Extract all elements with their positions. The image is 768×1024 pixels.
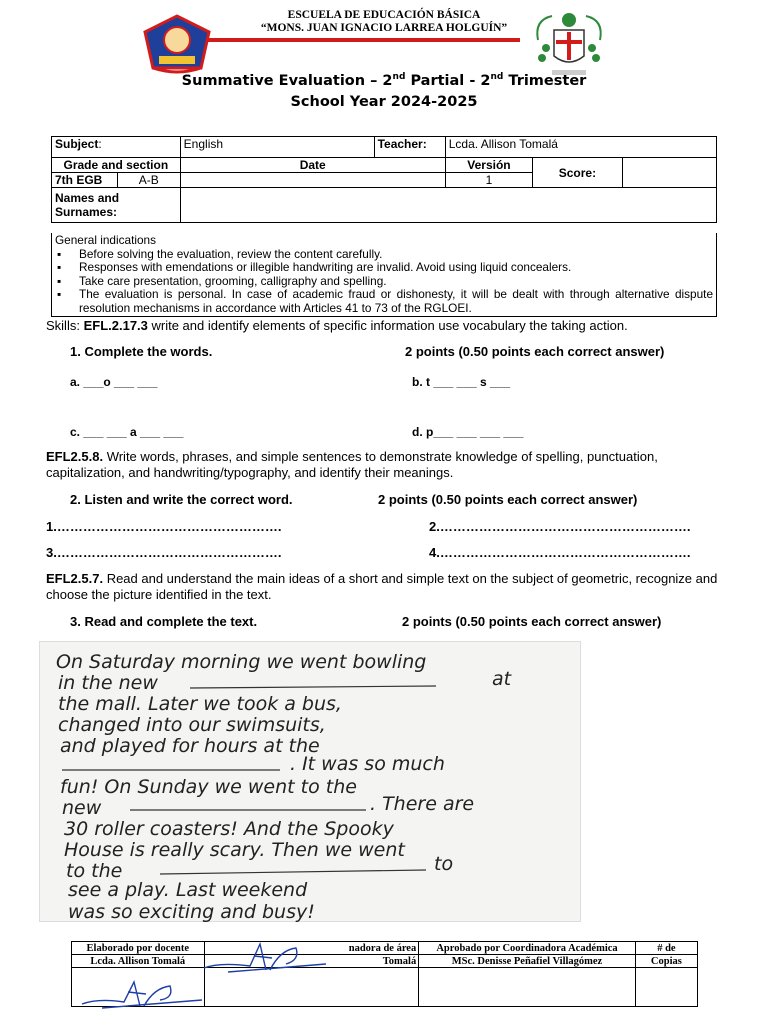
names-field[interactable] [180, 188, 716, 223]
skills-line: Skills: EFL.2.17.3 write and identify elements of specific information use vocabulary the taking action. [46, 318, 628, 333]
score-field[interactable] [622, 158, 716, 188]
hw-line: and played for hours at the [60, 735, 320, 757]
student-info-table [51, 136, 717, 223]
hw-line: see a play. Last weekend [68, 879, 308, 901]
indication-item: ▪ Take care presentation, grooming, calligraphy and spelling. [55, 275, 713, 289]
hw-line: was so exciting and busy! [68, 901, 315, 923]
elaborated-header: Elaborado por docente [72, 942, 205, 955]
score-label: Score: [533, 158, 622, 188]
hw-line: changed into our swimsuits, [58, 714, 326, 736]
q1-title: 1. Complete the words. [70, 344, 213, 359]
indication-item: ▪ Before solving the evaluation, review the content carefully. [55, 248, 713, 262]
school-name [150, 9, 618, 35]
efl-2-5-7: EFL2.5.7. Read and understand the main ideas of a short and simple text on the subject of geometric, recognize and choose the picture identified in the text. [46, 571, 718, 602]
indication-item: ▪ The evaluation is personal. In case of academic fraud or dishonesty, it will be dealt with through alternative dispute resolution mechanisms in accordance with Articles 41 to 73 of the RGLOEI. [55, 288, 713, 315]
names-label: Names and Surnames: [52, 188, 181, 223]
general-indications [51, 233, 717, 317]
version-value: 1 [445, 173, 532, 188]
hw-line: 30 roller coasters! And the Spooky [64, 818, 394, 840]
subject-value: English [180, 137, 374, 158]
subject-label-cell: Subject: [52, 137, 181, 158]
school-name-line2: “MONS. JUAN IGNACIO LARREA HOLGUÍN” [260, 22, 508, 34]
indication-item: ▪ Responses with emendations or illegible handwriting are invalid. Avoid using liquid concealers. [55, 261, 713, 275]
hw-line: in the new [58, 672, 158, 694]
q3-points: 2 points (0.50 points each correct answer) [402, 614, 662, 629]
q1-item-b[interactable]: b. t ___ ___ s ___ [412, 375, 511, 389]
school-name-line1: ESCUELA DE EDUCACIÓN BÁSICA [287, 9, 481, 21]
version-header: Versión [445, 158, 532, 173]
hw-line: . There are [370, 793, 475, 815]
hw-line: On Saturday morning we went bowling [56, 651, 427, 673]
q1-item-a[interactable]: a. ___o ___ ___ [70, 375, 158, 389]
approved-header: Aprobado por Coordinadora Académica [419, 942, 636, 955]
hw-line: at [492, 668, 512, 690]
hw-line: the mall. Later we took a bus, [58, 693, 342, 715]
elaborated-name: Lcda. Allison Tomalá [72, 955, 205, 968]
date-field[interactable] [180, 173, 445, 188]
hw-line: fun! On Sunday we went to the [60, 776, 357, 798]
q3-title: 3. Read and complete the text. [70, 614, 258, 629]
area-coordinator-header: nadora de área [204, 942, 419, 955]
area-coordinator-name: Tomalá [204, 955, 419, 968]
hw-line: House is really scary. Then we went [64, 839, 405, 861]
q2-answer-1[interactable]: 1.……………………………………………. [46, 519, 282, 534]
indications-title: General indications [55, 233, 156, 247]
q1-item-c[interactable]: c. ___ ___ a ___ ___ [70, 425, 184, 439]
hw-blank-4 [160, 870, 426, 874]
q2-answer-3[interactable]: 3.……………………………………………. [46, 545, 282, 560]
q1-points: 2 points (0.50 points each correct answer) [405, 344, 665, 359]
hw-line: to [434, 853, 454, 875]
hw-blank-1 [190, 686, 436, 688]
header-divider [208, 38, 520, 42]
q2-answer-4[interactable]: 4.…………………………………………………. [429, 545, 691, 560]
q2-answer-2[interactable]: 2.…………………………………………………. [429, 519, 691, 534]
q2-points: 2 points (0.50 points each correct answer) [378, 492, 638, 507]
approved-name: MSc. Denisse Peñafiel Villagómez [419, 955, 636, 968]
q1-item-d[interactable]: d. p___ ___ ___ ___ [412, 425, 524, 439]
copies-label: Copias [635, 955, 697, 968]
grade-header: Grade and section [52, 158, 181, 173]
handwritten-signature [200, 940, 330, 976]
efl-2-5-8: EFL2.5.8. Write words, phrases, and simple sentences to demonstrate knowledge of spelling, punctuation, capitalization, and handwriting/typography, and identify their meanings. [46, 449, 658, 480]
handwritten-signature [78, 978, 208, 1014]
hw-line: new [62, 797, 102, 819]
teacher-value: Lcda. Allison Tomalá [445, 137, 716, 158]
handwritten-text-image [39, 641, 581, 922]
hw-line: to the [66, 860, 123, 882]
grade-value: 7th EGB [52, 173, 118, 188]
school-year: School Year 2024-2025 [290, 94, 478, 110]
copies-header: # de [635, 942, 697, 955]
approval-signature-cell [419, 968, 636, 1007]
copies-cell [635, 968, 697, 1007]
section-value: A-B [117, 173, 180, 188]
evaluation-title: Summative Evaluation – 2nd Partial - 2nd Trimester [181, 72, 587, 89]
date-header: Date [180, 158, 445, 173]
hw-line: . It was so much [290, 753, 445, 775]
q2-title: 2. Listen and write the correct word. [70, 492, 293, 507]
teacher-label: Teacher: [374, 137, 445, 158]
